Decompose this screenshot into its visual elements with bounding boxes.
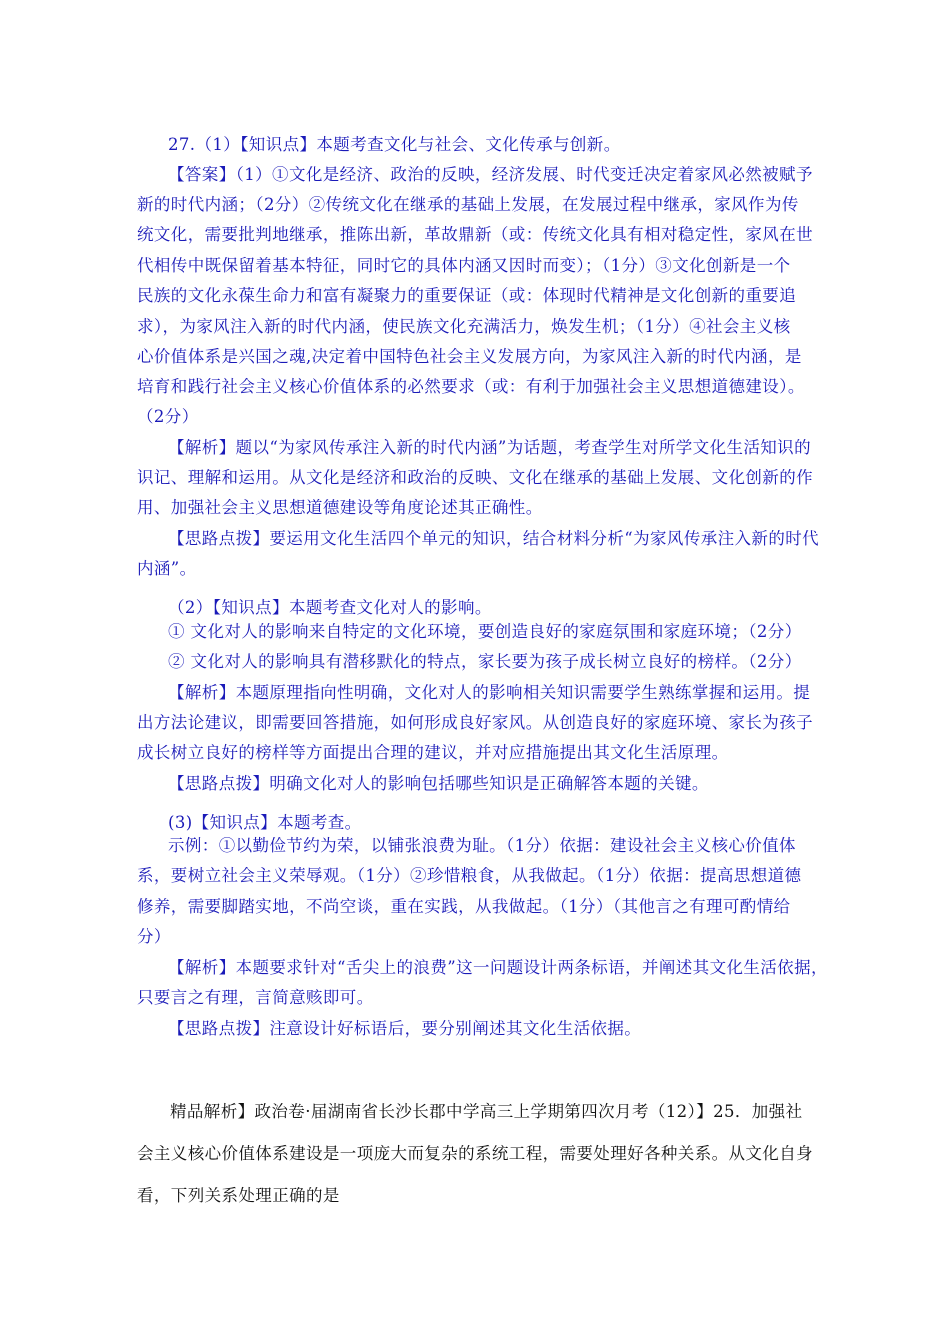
answer-line: 分） — [137, 927, 171, 946]
analysis-line: 【解析】题以“为家风传承注入新的时代内涵”为话题，考查学生对所学文化生活知识的 — [168, 438, 811, 457]
answer-line: 培育和践行社会主义核心价值体系的必然要求（或：有利于加强社会主义思想道德建设）。 — [137, 377, 805, 396]
hint-line: 【思路点拨】明确文化对人的影响包括哪些知识是正确解答本题的关键。 — [168, 774, 709, 793]
answer-line: 求），为家风注入新的时代内涵，使民族文化充满活力，焕发生机；（1分）④社会主义核 — [137, 317, 791, 336]
analysis-line: 【解析】本题要求针对“舌尖上的浪费”这一问题设计两条标语，并阐述其文化生活依据， — [168, 958, 828, 977]
answer-line: 心价值体系是兴国之魂,决定着中国特色社会主义发展方向，为家风注入新的时代内涵，是 — [137, 347, 802, 366]
analysis-line: 出方法论建议，即需要回答措施，如何形成良好家风。从创造良好的家庭环境、家长为孩子 — [137, 713, 813, 732]
answer-line: 代相传中既保留着基本特征，同时它的具体内涵又因时而变）；（1分）③文化创新是一个 — [137, 256, 791, 275]
answer-line: ① 文化对人的影响来自特定的文化环境，要创造良好的家庭氛围和家庭环境；（2分） — [168, 622, 802, 641]
answer-line: 新的时代内涵；（2分）②传统文化在继承的基础上发展，在发展过程中继承，家风作为传 — [137, 195, 799, 214]
question-27-part2-knowledge: （2）【知识点】本题考查文化对人的影响。 — [168, 598, 492, 617]
answer-line: 修养，需要脚踏实地，不尚空谈，重在实践，从我做起。（1分）（其他言之有理可酌情给 — [137, 897, 791, 916]
question-25-text: 看，下列关系处理正确的是 — [137, 1186, 340, 1205]
question-27-part3-knowledge: (3)【知识点】本题考查。 — [168, 813, 362, 832]
analysis-line: 只要言之有理，言简意赅即可。 — [137, 988, 374, 1007]
answer-line: 示例：①以勤俭节约为荣，以铺张浪费为耻。（1分）依据：建设社会主义核心价值体 — [168, 836, 796, 855]
hint-line: 内涵”。 — [137, 559, 197, 578]
question-25-text: 会主义核心价值体系建设是一项庞大而复杂的系统工程，需要处理好各种关系。从文化自身 — [137, 1144, 813, 1163]
hint-line: 【思路点拨】要运用文化生活四个单元的知识，结合材料分析“为家风传承注入新的时代 — [168, 529, 820, 548]
hint-line: 【思路点拨】注意设计好标语后，要分别阐述其文化生活依据。 — [168, 1019, 642, 1038]
answer-line: 统文化，需要批判地继承，推陈出新，革故鼎新（或：传统文化具有相对稳定性，家风在世 — [137, 225, 813, 244]
question-25-header: 精品解析】政治卷·届湖南省长沙长郡中学高三上学期第四次月考（12）】25．加强社 — [170, 1102, 803, 1121]
question-27-part1-knowledge: 27.（1）【知识点】本题考查文化与社会、文化传承与创新。 — [168, 135, 621, 154]
analysis-line: 成长树立良好的榜样等方面提出合理的建议，并对应措施提出其文化生活原理。 — [137, 743, 729, 762]
answer-line: 【答案】（1）①文化是经济、政治的反映，经济发展、时代变迁决定着家风必然被赋予 — [168, 165, 813, 184]
answer-line: ② 文化对人的影响具有潜移默化的特点，家长要为孩子成长树立良好的榜样。（2分） — [168, 652, 802, 671]
answer-line: 民族的文化永葆生命力和富有凝聚力的重要保证（或：体现时代精神是文化创新的重要追 — [137, 286, 797, 305]
answer-line: 系，要树立社会主义荣辱观。（1分）②珍惜粮食，从我做起。（1分）依据：提高思想道德 — [137, 866, 802, 885]
analysis-line: 用、加强社会主义思想道德建设等角度论述其正确性。 — [137, 498, 543, 517]
analysis-line: 识记、理解和运用。从文化是经济和政治的反映、文化在继承的基础上发展、文化创新的作 — [137, 468, 813, 487]
answer-line: （2分） — [137, 407, 199, 426]
analysis-line: 【解析】本题原理指向性明确，文化对人的影响相关知识需要学生熟练掌握和运用。提 — [168, 683, 811, 702]
